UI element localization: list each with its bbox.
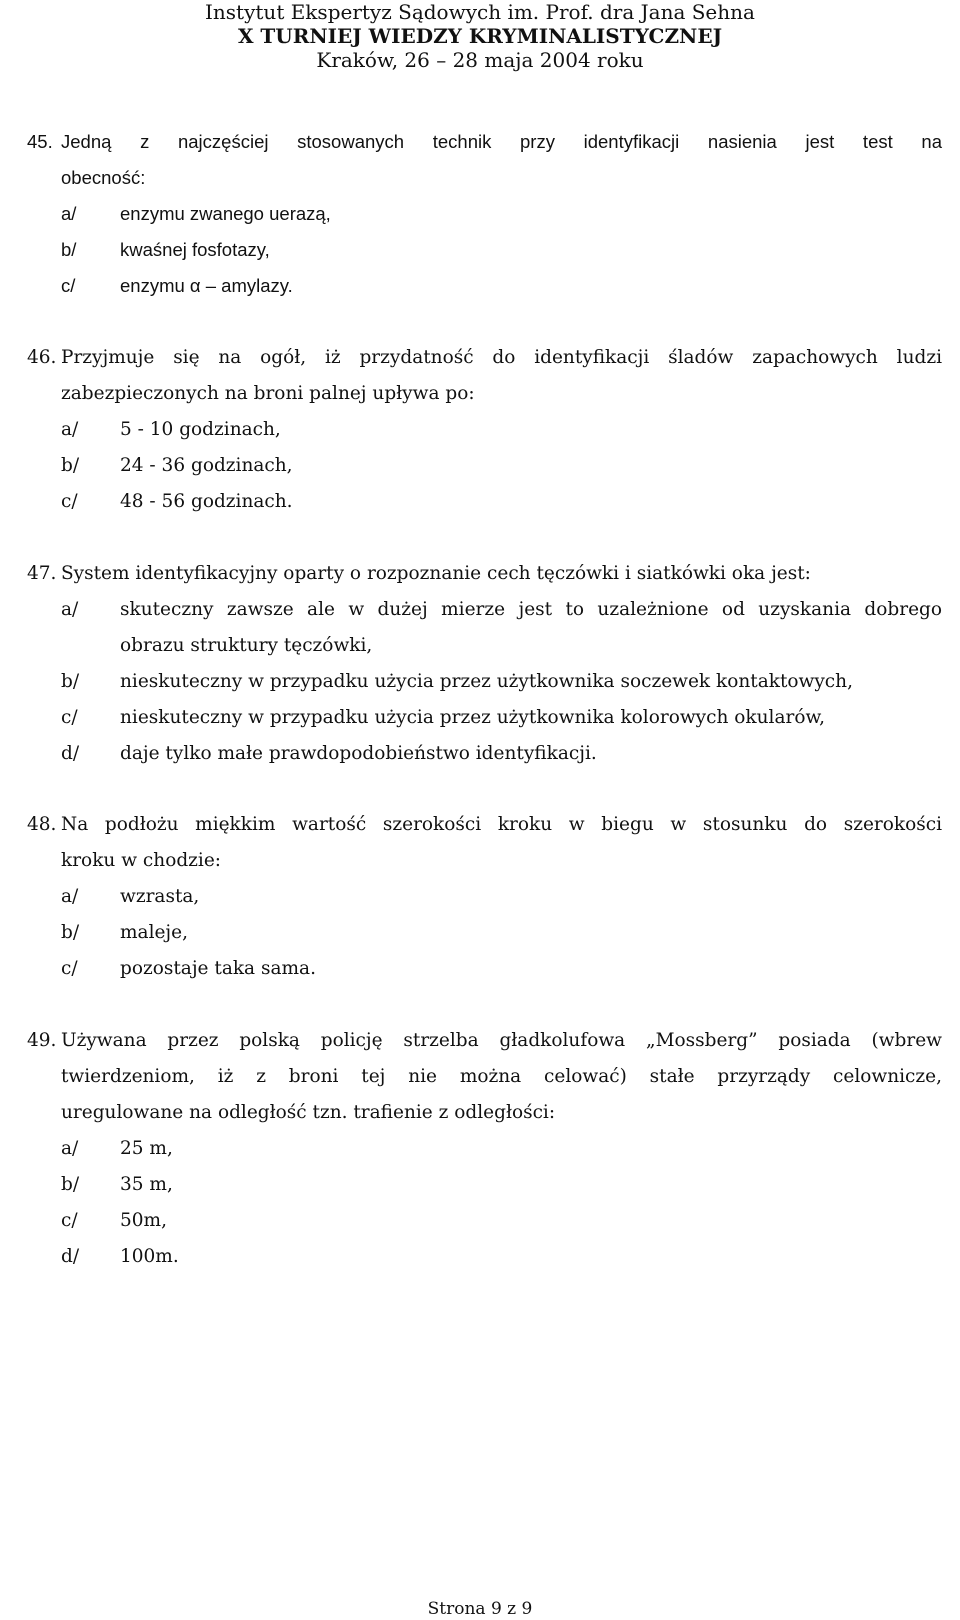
option-label: d/	[61, 743, 80, 764]
option-label: c/	[61, 958, 78, 979]
option-text: 24 - 36 godzinach,	[120, 455, 293, 476]
option-label: b/	[61, 239, 77, 260]
question-46	[0, 340, 960, 520]
institute-name: Instytut Ekspertyz Sądowych im. Prof. dra Jana Sehna	[205, 0, 755, 24]
answer-option	[0, 1239, 960, 1275]
option-text: wzrasta,	[120, 886, 200, 907]
answer-option	[0, 879, 960, 915]
question-text-continued: uregulowane na odległość tzn. trafienie z odległości:	[61, 1102, 556, 1123]
page-number: Strona 9 z 9	[427, 1599, 533, 1619]
option-text: 25 m,	[120, 1138, 173, 1159]
option-text: daje tylko małe prawdopodobieństwo identyfikacji.	[120, 743, 597, 764]
option-text: nieskuteczny w przypadku użycia przez użytkownika soczewek kontaktowych,	[120, 671, 853, 692]
answer-option	[0, 196, 960, 232]
question-49	[0, 1023, 960, 1275]
option-label: c/	[61, 491, 78, 512]
question-text: Jedną z najczęściej stosowanych technik przy identyfikacji nasienia jest test na	[61, 131, 942, 152]
option-label: c/	[61, 707, 78, 728]
answer-option	[0, 915, 960, 951]
question-text-continued: zabezpieczonych na broni palnej upływa po:	[61, 383, 475, 404]
answer-option	[0, 664, 960, 700]
answer-option	[0, 484, 960, 520]
question-number: 46.	[27, 347, 57, 368]
answer-option	[0, 448, 960, 484]
option-text: pozostaje taka sama.	[120, 958, 316, 979]
question-48	[0, 807, 960, 987]
option-label: a/	[61, 203, 77, 224]
page-header	[0, 0, 960, 72]
option-text: 50m,	[120, 1210, 167, 1231]
option-label: a/	[61, 886, 79, 907]
question-47	[0, 556, 960, 772]
question-text: System identyfikacyjny oparty o rozpoznanie cech tęczówki i siatkówki oka jest:	[61, 563, 811, 584]
option-label: a/	[61, 599, 79, 620]
tournament-title: X TURNIEJ WIEDZY KRYMINALISTYCZNEJ	[237, 24, 723, 48]
question-text: Używana przez polską policję strzelba gładkolufowa „Mossberg” posiada (wbrew	[61, 1030, 942, 1051]
option-text: enzymu zwanego uerazą,	[120, 203, 331, 224]
option-label: d/	[61, 1246, 80, 1267]
option-label: b/	[61, 455, 80, 476]
question-text: Przyjmuje się na ogół, iż przydatność do identyfikacji śladów zapachowych ludzi	[61, 347, 942, 368]
answer-option	[0, 1167, 960, 1203]
question-number: 49.	[27, 1030, 57, 1051]
option-label: c/	[61, 275, 76, 296]
option-label: b/	[61, 671, 80, 692]
option-label: b/	[61, 1174, 80, 1195]
option-text: maleje,	[120, 922, 189, 943]
answer-option	[0, 412, 960, 448]
option-text-continued: obrazu struktury tęczówki,	[120, 635, 373, 656]
question-text: Na podłożu miękkim wartość szerokości kroku w biegu w stosunku do szerokości	[61, 814, 942, 835]
question-number: 47.	[27, 563, 57, 584]
question-text-continued: kroku w chodzie:	[61, 850, 222, 871]
event-place-date: Kraków, 26 – 28 maja 2004 roku	[316, 48, 644, 72]
option-text: nieskuteczny w przypadku użycia przez użytkownika kolorowych okularów,	[120, 707, 825, 728]
answer-option	[0, 1203, 960, 1239]
option-text: kwaśnej fosfotazy,	[120, 239, 270, 260]
option-text: 48 - 56 godzinach.	[120, 491, 293, 512]
option-text: 35 m,	[120, 1174, 173, 1195]
answer-option	[0, 232, 960, 268]
option-label: a/	[61, 419, 79, 440]
option-label: b/	[61, 922, 80, 943]
option-text: skuteczny zawsze ale w dużej mierze jest to uzależnione od uzyskania dobrego	[120, 599, 942, 620]
option-text: 100m.	[120, 1246, 179, 1267]
option-text: enzymu α – amylazy.	[120, 275, 293, 296]
option-label: c/	[61, 1210, 78, 1231]
answer-option	[0, 951, 960, 987]
answer-option	[0, 592, 960, 628]
question-number: 45.	[27, 131, 53, 152]
answer-option	[0, 736, 960, 772]
question-text-continued: twierdzeniom, iż z broni tej nie można celować) stałe przyrządy celownicze,	[61, 1066, 942, 1087]
question-number: 48.	[27, 814, 57, 835]
option-text: 5 - 10 godzinach,	[120, 419, 281, 440]
answer-option	[0, 268, 960, 304]
question-text-continued: obecność:	[61, 167, 146, 188]
option-label: a/	[61, 1138, 79, 1159]
answer-option	[0, 1131, 960, 1167]
answer-option	[0, 700, 960, 736]
question-45	[0, 124, 960, 304]
